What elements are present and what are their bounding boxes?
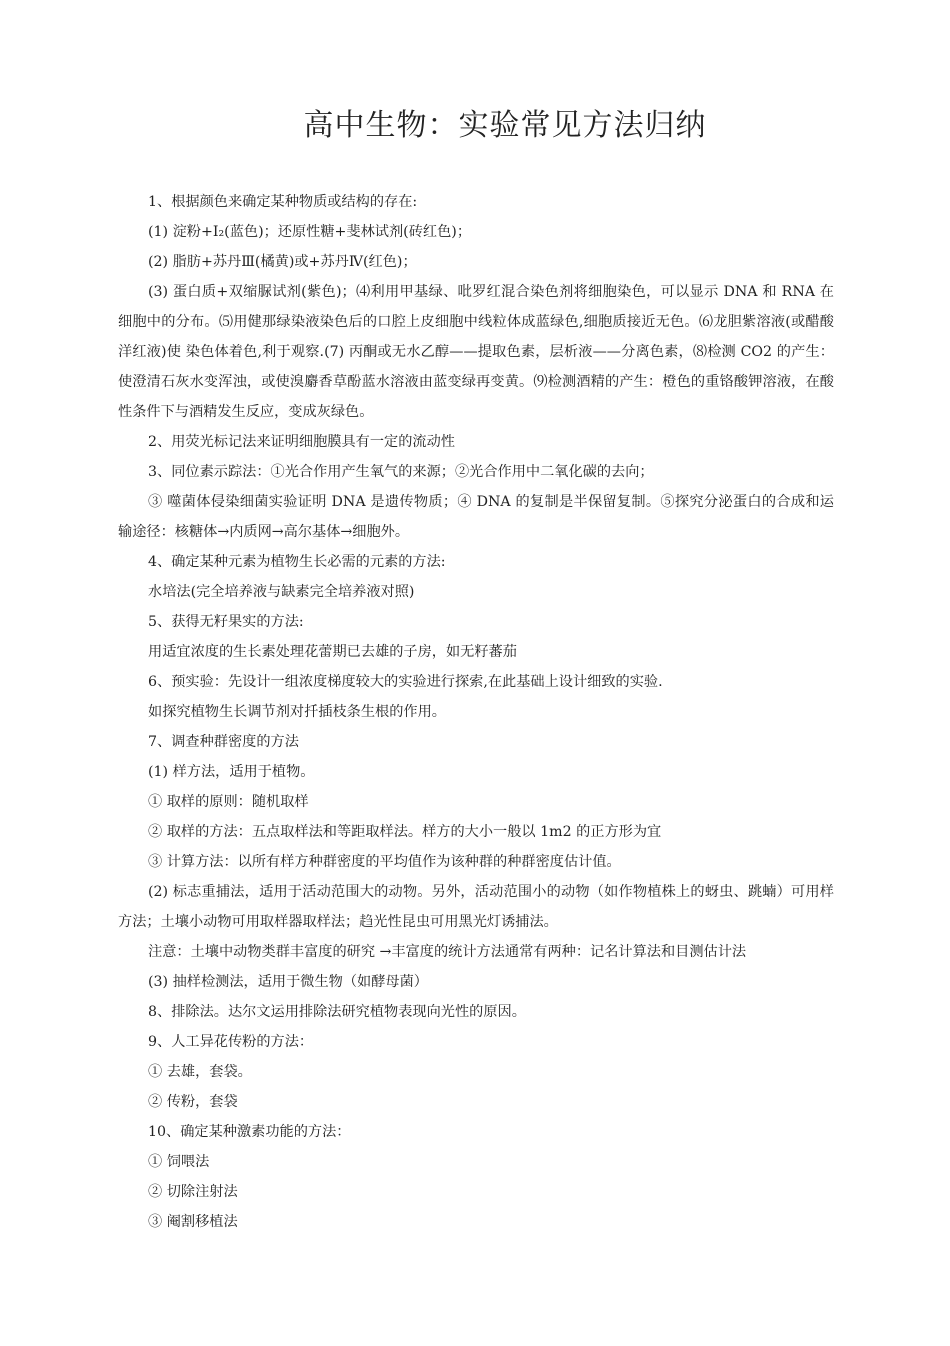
paragraph-15: (1) 样方法，适用于植物。 [148, 764, 315, 780]
paragraph-8: 4、确定某种元素为植物生长必需的元素的方法: [148, 554, 446, 570]
paragraph-16: ① 取样的原则：随机取样 [148, 794, 309, 810]
paragraph-7: ③ 噬菌体侵染细菌实验证明 DNA 是遗传物质；④ DNA 的复制是半保留复制。⑤探究分泌蛋白的合成和运输途径：核糖体→内质网→高尔基体→细胞外。 [118, 494, 834, 540]
paragraph-2: (1) 淀粉+I₂(蓝色)；还原性糖+斐林试剂(砖红色)； [148, 224, 472, 240]
paragraph-29: ③ 阉割移植法 [148, 1214, 238, 1230]
paragraph-13: 如探究植物生长调节剂对扦插枝条生根的作用。 [148, 704, 446, 720]
paragraph-21: (3) 抽样检测法，适用于微生物（如酵母菌） [148, 974, 428, 990]
paragraph-19: (2) 标志重捕法，适用于活动范围大的动物。另外，活动范围小的动物（如作物植株上的蚜虫、跳蝻）可用样方法；土壤小动物可用取样器取样法；趋光性昆虫可用黑光灯诱捕法。 [118, 884, 834, 930]
paragraph-23: 9、人工异花传粉的方法： [148, 1034, 314, 1050]
paragraph-9: 水培法(完全培养液与缺素完全培养液对照) [148, 584, 415, 600]
paragraph-4: (3) 蛋白质+双缩脲试剂(紫色)；⑷利用甲基绿、吡罗红混合染色剂将细胞染色，可以显示 DNA 和 RNA 在细胞中的分布。⑸用健那绿染液染色后的口腔上皮细胞中线粒体成蓝绿色,细胞质接近无色。⑹龙胆紫溶液(或醋酸洋红液)使 染色体着色,利于观察.(7) 丙酮或无水乙醇——提取色素，层析液——分离色素，⑻检测 CO2 的产生：使澄清石灰水变浑浊，或使溴麝香草酚蓝水溶液由蓝变绿再变黄。⑼检测酒精的产生：橙色的重铬酸钾溶液，在酸性条件下与酒精发生反应，变成灰绿色。 [118, 284, 834, 420]
paragraph-5: 2、用荧光标记法来证明细胞膜具有一定的流动性 [148, 434, 455, 450]
paragraph-20: 注意：土壤中动物类群丰富度的研究 →丰富度的统计方法通常有两种：记名计算法和目测估计法 [148, 944, 747, 960]
paragraph-11: 用适宜浓度的生长素处理花蕾期已去雄的子房，如无籽蕃茄 [148, 644, 517, 660]
paragraph-27: ① 饲喂法 [148, 1154, 210, 1170]
paragraph-12: 6、预实验：先设计一组浓度梯度较大的实验进行探索,在此基础上设计细致的实验. [148, 674, 663, 690]
paragraph-1: 1、根据颜色来确定某种物质或结构的存在: [148, 194, 418, 210]
document-body [118, 187, 834, 1237]
paragraph-24: ① 去雄，套袋。 [148, 1064, 252, 1080]
paragraph-22: 8、排除法。达尔文运用排除法研究植物表现向光性的原因。 [148, 1004, 526, 1020]
paragraph-6: 3、同位素示踪法：①光合作用产生氧气的来源；②光合作用中二氧化碳的去向； [148, 464, 654, 480]
paragraph-28: ② 切除注射法 [148, 1184, 238, 1200]
paragraph-25: ② 传粉，套袋 [148, 1094, 238, 1110]
paragraph-3: (2) 脂肪+苏丹Ⅲ(橘黄)或+苏丹Ⅳ(红色)； [148, 254, 417, 270]
paragraph-14: 7、调查种群密度的方法 [148, 734, 299, 750]
paragraph-10: 5、获得无籽果实的方法: [148, 614, 304, 630]
paragraph-17: ② 取样的方法：五点取样法和等距取样法。样方的大小一般以 1m2 的正方形为宜 [148, 824, 662, 840]
paragraph-26: 10、确定某种激素功能的方法： [148, 1124, 351, 1140]
document-title: 高中生物：实验常见方法归纳 [303, 108, 707, 143]
paragraph-18: ③ 计算方法：以所有样方种群密度的平均值作为该种群的种群密度估计值。 [148, 854, 621, 870]
